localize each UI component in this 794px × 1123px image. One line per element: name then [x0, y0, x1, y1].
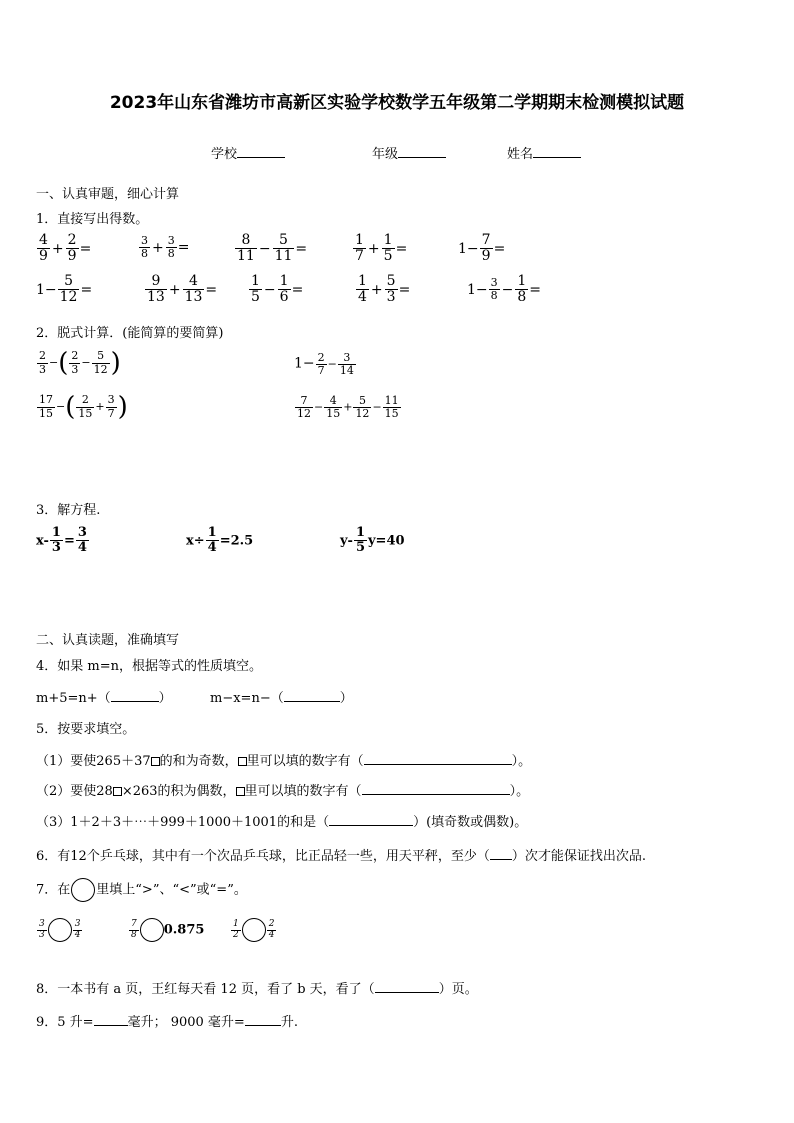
compare-circle[interactable] [140, 918, 164, 942]
school-label: 学校 [211, 147, 238, 162]
grade-label: 年级 [372, 147, 399, 162]
q7-label: 7．在 里填上“>”、“<”或“=”。 [36, 878, 247, 902]
answer-blank[interactable] [490, 847, 512, 860]
q2-expr-1: $\frac{2}{3}$ −( $\frac{2}{3}$ − $\frac{5}{12}$ ) [39, 348, 121, 378]
answer-blank[interactable] [329, 813, 413, 826]
q7-compare-2: $\frac{7}{8}$ 0.875 [128, 918, 204, 942]
compare-circle[interactable] [242, 918, 266, 942]
box-icon [236, 787, 245, 796]
box-icon [113, 787, 122, 796]
q2-expr-3: $\frac{17}{15}$ −( $\frac{2}{15}$ + $\frac{3}{7}$ ) [39, 392, 128, 422]
q1-item: 1− $\frac{5}{12}$ = [36, 273, 93, 306]
box-icon [238, 757, 247, 766]
q1-item: $\frac{3}{8}$ + $\frac{3}{8}$ = [141, 234, 190, 261]
school-blank[interactable] [237, 145, 285, 158]
q4-label: 4．如果 m=n，根据等式的性质填空。 [36, 659, 262, 674]
q4-blank-2: m−x=n−（ ） [210, 691, 353, 706]
grade-field [372, 143, 446, 162]
school-field [211, 143, 285, 162]
circle-icon [71, 878, 95, 902]
q1-item: 1− $\frac{7}{9}$ = [458, 232, 506, 265]
q3-label: 3．解方程. [36, 503, 101, 518]
q5-line-3: （3）1＋2＋3＋⋯＋999＋1000＋1001的和是（ ）(填奇数或偶数)。 [36, 815, 528, 830]
compare-circle[interactable] [48, 918, 72, 942]
q5-line-1: （1）要使265＋37 的和为奇数， 里可以填的数字有（ ）。 [36, 754, 532, 769]
q1-item: $\frac{4}{9}$ + $\frac{2}{9}$ = [39, 232, 92, 265]
q1-item: $\frac{1}{4}$ + $\frac{5}{3}$ = [358, 273, 411, 306]
q6-text: 6．有12个乒乓球，其中有一个次品乒乓球，比正品轻一些，用天平秤，至少（ ）次才能保证找出次品. [36, 849, 646, 864]
name-field [507, 143, 581, 162]
q3-eq-1: x- $\frac{1}{3}$ = $\frac{3}{4}$ [36, 525, 87, 556]
q1-item: $\frac{1}{5}$ − $\frac{1}{6}$ = [251, 273, 304, 306]
q1-item: $\frac{8}{11}$ − $\frac{5}{11}$ = [237, 232, 308, 265]
q4-blank-1: m+5=n+（ ） [36, 691, 172, 706]
q9-text: 9．5 升= 毫升； 9000 毫升= 升. [36, 1015, 298, 1030]
section1-heading: 一、认真审题，细心计算 [36, 187, 180, 202]
q2-expr-4: $\frac{7}{12}$ − $\frac{4}{15}$ + $\frac{5}{12}$ − $\frac{11}{15}$ [297, 394, 399, 421]
page-title: 2023年山东省潍坊市高新区实验学校数学五年级第二学期期末检测模拟试题 [109, 93, 685, 113]
q3-eq-3: y- $\frac{1}{5}$ y=40 [340, 525, 405, 556]
q7-compare-3: $\frac{1}{2}$ $\frac{2}{4}$ [230, 918, 277, 942]
q1-item: $\frac{9}{13}$ + $\frac{4}{13}$ = [147, 273, 218, 306]
name-blank[interactable] [533, 145, 581, 158]
q1-item: 1− $\frac{3}{8}$ − $\frac{1}{8}$ = [467, 273, 542, 306]
q2-label: 2．脱式计算．(能简算的要简算) [36, 326, 224, 341]
q3-eq-2: x÷ $\frac{1}{4}$ =2.5 [186, 525, 254, 556]
answer-blank[interactable] [284, 689, 340, 702]
q8-text: 8．一本书有 a 页，王红每天看 12 页，看了 b 天，看了（ ）页。 [36, 982, 478, 997]
name-label: 姓名 [507, 147, 534, 162]
answer-blank[interactable] [375, 980, 439, 993]
q2-expr-2: 1− $\frac{2}{7}$ − $\frac{3}{14}$ [294, 351, 354, 378]
q5-label: 5．按要求填空。 [36, 722, 136, 737]
answer-blank[interactable] [362, 782, 510, 795]
answer-blank[interactable] [245, 1013, 281, 1026]
grade-blank[interactable] [398, 145, 446, 158]
q5-line-2: （2）要使28 ×263的积为偶数， 里可以填的数字有（ ）。 [36, 784, 530, 799]
answer-blank[interactable] [94, 1013, 128, 1026]
answer-blank[interactable] [364, 752, 512, 765]
section2-heading: 二、认真读题，准确填写 [36, 633, 180, 648]
q1-item: $\frac{1}{7}$ + $\frac{1}{5}$ = [355, 232, 408, 265]
q7-compare-1: $\frac{3}{3}$ $\frac{3}{4}$ [36, 918, 83, 942]
q1-label: 1．直接写出得数。 [36, 212, 149, 227]
answer-blank[interactable] [111, 689, 159, 702]
box-icon [151, 757, 160, 766]
